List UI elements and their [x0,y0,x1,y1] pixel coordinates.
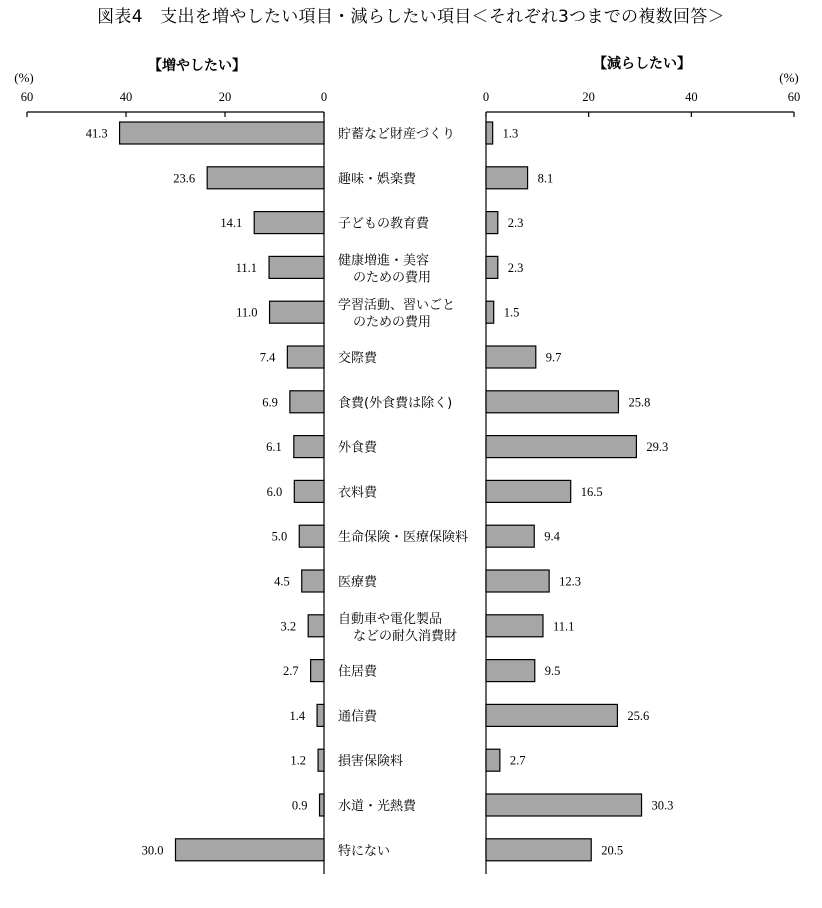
bar-decrease [486,615,543,637]
right-tick-label: 20 [582,90,595,104]
value-label-increase: 6.0 [266,484,283,499]
value-label-increase: 3.2 [280,619,297,634]
left-panel-title: 【増やしたい】 [148,58,246,74]
bar-decrease [486,436,636,458]
category-label: 通信費 [338,709,378,725]
left-unit-label: (%) [14,70,34,85]
value-label-decrease: 2.3 [507,216,524,231]
value-label-increase: 6.9 [262,395,278,410]
left-axis [21,90,327,874]
category-label: 子どもの教育費 [338,216,430,232]
bar-decrease [486,346,536,368]
chart-title: 図表4 支出を増やしたい項目・減らしたい項目＜それぞれ3つまでの複数回答＞ [97,7,725,27]
value-label-decrease: 16.5 [580,484,603,499]
value-label-increase: 1.2 [290,753,307,768]
bar-increase [294,480,324,502]
bar-increase [302,570,324,592]
value-label-decrease: 1.3 [502,126,519,141]
value-label-increase: 6.1 [266,440,282,455]
value-label-increase: 11.1 [235,260,258,275]
bar-decrease [486,839,591,861]
category-label: 交際費 [338,351,378,366]
bar-increase [320,794,324,816]
bar-decrease [486,749,500,771]
bar-decrease [486,794,642,816]
category-label: 自動車や電化製品などの耐久消費財 [338,611,458,644]
value-label-increase: 0.9 [291,798,308,813]
bar-increase [207,167,324,189]
bar-decrease [486,570,549,592]
bar-increase [120,122,324,144]
value-label-decrease: 1.5 [503,305,520,320]
value-label-decrease: 2.7 [509,753,526,768]
value-label-decrease: 2.3 [507,260,524,275]
right-tick-label: 0 [482,90,490,104]
value-label-increase: 7.4 [259,350,276,365]
category-label: 特にない [338,843,391,859]
category-label: 健康増進・美容のための費用 [338,253,432,286]
bar-increase [299,525,324,547]
value-label-decrease: 25.8 [628,395,651,410]
bar-decrease [486,391,618,413]
value-label-decrease: 9.4 [544,529,560,544]
bar-increase [176,839,325,861]
category-label: 貯蓄など財産づくり [338,127,456,142]
bar-increase [270,301,324,323]
category-label: 水道・光熱費 [338,799,417,814]
bar-increase [317,704,324,726]
right-tick-label: 60 [787,90,801,104]
bar-increase [294,436,324,458]
value-label-increase: 11.0 [236,305,258,320]
value-label-decrease: 9.5 [544,664,561,679]
value-label-decrease: 25.6 [627,708,650,723]
value-label-increase: 23.6 [173,171,196,186]
category-label: 食費(外食費は除く) [338,395,453,411]
category-label: 生命保険・医療保険料 [338,530,469,546]
bar-increase [287,346,324,368]
category-label: 趣味・娯楽費 [338,171,417,187]
value-label-increase: 14.1 [220,216,243,231]
bar-decrease [486,301,494,323]
bar-decrease [486,704,617,726]
left-bars [86,122,324,861]
bar-increase [318,749,324,771]
bar-decrease [486,525,534,547]
left-tick-label: 60 [20,90,34,104]
value-label-decrease: 30.3 [651,798,674,813]
category-labels [338,126,468,859]
bar-increase [308,615,324,637]
right-panel-title: 【減らしたい】 [593,56,691,72]
left-tick-label: 20 [218,90,232,104]
bar-decrease [486,167,528,189]
bar-decrease [486,660,535,682]
right-tick-label: 40 [685,90,698,104]
category-label: 学習活動、習いごとのための費用 [338,298,456,331]
value-label-decrease: 29.3 [646,440,669,455]
category-label: 損害保険料 [338,754,404,770]
value-label-decrease: 8.1 [537,171,554,186]
bar-increase [311,660,324,682]
bar-decrease [486,212,498,234]
category-label: 医療費 [338,575,378,590]
bar-increase [290,391,324,413]
left-tick-label: 40 [119,90,133,104]
category-label: 外食費 [338,440,378,456]
value-label-increase: 41.3 [85,126,108,141]
left-tick-label: 0 [320,90,328,104]
value-label-increase: 30.0 [141,843,164,858]
right-bars [486,122,673,861]
right-unit-label: (%) [779,70,799,85]
value-label-decrease: 11.1 [552,619,575,634]
value-label-increase: 5.0 [271,529,288,544]
value-label-increase: 4.5 [274,574,290,589]
category-label: 衣料費 [338,485,378,501]
category-label: 住居費 [338,664,378,680]
value-label-increase: 1.4 [289,708,306,723]
bar-increase [269,256,324,278]
value-label-decrease: 20.5 [601,843,624,858]
value-label-decrease: 9.7 [545,350,562,365]
bar-decrease [486,256,498,278]
value-label-decrease: 12.3 [559,574,582,589]
bar-decrease [486,480,571,502]
bar-increase [254,212,324,234]
value-label-increase: 2.7 [283,664,299,679]
bar-decrease [486,122,493,144]
